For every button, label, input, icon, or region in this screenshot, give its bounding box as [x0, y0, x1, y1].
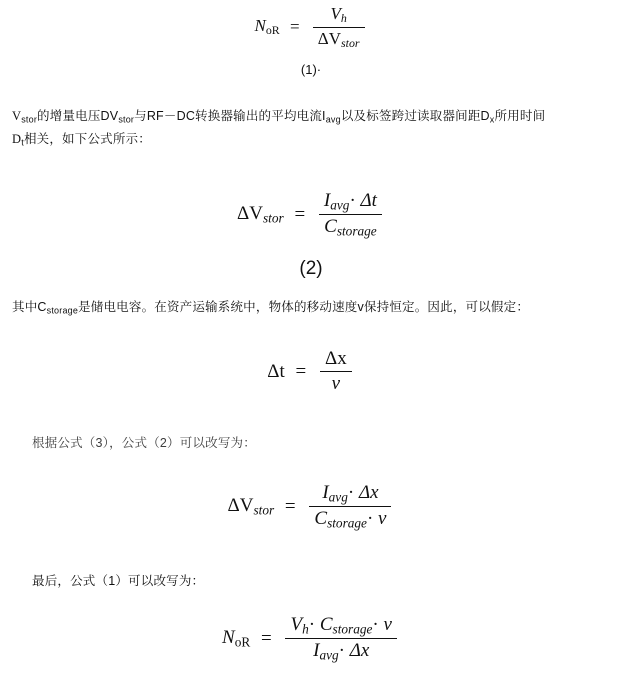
equation-4-fraction — [309, 482, 391, 532]
paragraph-2-text-b: 是储电电容。在资产运输系统中，物体的移动速度v保持恒定。因此，可以假定： — [78, 300, 530, 314]
equation-4 — [0, 482, 622, 532]
equation-1-lhs-symbol: N — [254, 16, 266, 36]
equation-2-equals: = — [294, 203, 306, 225]
paragraph-1-text-c: 以及标签跨过读取器间距D — [340, 109, 490, 123]
equation-2-denominator — [319, 215, 382, 239]
equation-2-num-i: I — [323, 190, 331, 211]
equation-5-den-i-sub: avg — [319, 647, 339, 663]
equation-4-lhs — [228, 495, 275, 518]
equation-5-den-dot: · — [338, 640, 345, 662]
paragraph-3: 根据公式（3），公式（2）可以改写为： — [32, 436, 256, 450]
equation-1-denominator — [313, 28, 365, 51]
equation-3-lhs: Δt — [267, 360, 285, 382]
equation-2-num-sub-avg: avg — [330, 197, 350, 213]
paragraph-1-sub-t: t — [21, 137, 24, 148]
equation-5-fraction — [285, 614, 396, 664]
equation-2-num-delta-t: Δt — [360, 190, 377, 211]
equation-3 — [0, 348, 622, 395]
equation-2-den-sub-storage: storage — [336, 223, 377, 239]
paragraph-1-text-a: 的增量电压DV — [37, 109, 119, 123]
equation-4-numerator — [309, 482, 391, 507]
equation-1-numerator — [313, 4, 365, 28]
equation-1-number: (1)· — [300, 62, 322, 77]
equation-4-expression — [228, 482, 395, 532]
equation-2-num-dot: · — [349, 190, 356, 211]
equation-5-denominator — [285, 639, 396, 663]
equation-5-lhs-symbol: N — [222, 627, 235, 649]
equation-5-num-v-velocity: v — [383, 614, 392, 635]
equation-4-den-v: v — [378, 508, 387, 530]
equation-2-lhs — [237, 203, 284, 226]
paragraph-1-sub-stor: stor — [21, 114, 38, 125]
equation-4-num-delta-x: Δx — [358, 482, 379, 503]
equation-2 — [0, 190, 622, 240]
equation-1-lhs-subscript: oR — [265, 23, 280, 38]
paragraph-1-text-b: 与RF－DC转换器输出的平均电流I — [134, 109, 326, 123]
equation-5-num-dot-1: · — [308, 614, 316, 635]
equation-5-equals: = — [261, 627, 272, 649]
equation-5 — [0, 614, 622, 664]
equation-5-num-c: C — [319, 614, 333, 635]
paragraph-2 — [12, 296, 612, 319]
equation-4-num-sub-avg: avg — [328, 489, 348, 505]
paragraph-2-sub-storage: storage — [46, 305, 79, 316]
equation-2-fraction — [319, 190, 382, 240]
equation-3-fraction — [320, 348, 352, 395]
equation-4-num-dot: · — [347, 482, 355, 503]
equation-1-denominator-symbol: ΔV — [317, 28, 342, 48]
equation-5-num-v-sub: h — [302, 621, 309, 637]
equation-4-den-sub-storage: storage — [327, 515, 367, 531]
equation-2-lhs-subscript: stor — [262, 210, 284, 226]
equation-3-expression — [267, 348, 354, 395]
equation-4-den-c: C — [314, 508, 328, 530]
equation-2-numerator — [319, 190, 382, 215]
paragraph-1-sub-avg: avg — [325, 114, 341, 125]
equation-4-lhs-symbol: ΔV — [227, 495, 254, 517]
paragraph-1-text-d: 所用时间 — [494, 109, 546, 123]
paragraph-1-var-dt: D — [12, 132, 22, 147]
equation-1-fraction — [313, 4, 365, 51]
equation-3-numerator: Δx — [320, 348, 352, 372]
equation-2-expression — [237, 190, 385, 240]
equation-5-numerator — [285, 614, 396, 639]
equation-4-num-i: I — [322, 482, 329, 503]
equation-1-equals: = — [289, 17, 300, 37]
equation-5-expression — [222, 614, 400, 664]
equation-4-denominator — [309, 507, 391, 531]
equation-3-denominator: v — [331, 373, 341, 394]
equation-5-den-i: I — [313, 640, 320, 662]
paragraph-1-text-e: 相关，如下公式所示： — [23, 132, 151, 147]
equation-5-num-dot-2: · — [372, 614, 379, 635]
equation-1-numerator-symbol: V — [330, 4, 341, 23]
equation-4-equals: = — [284, 495, 296, 517]
equation-5-den-delta-x: Δx — [349, 640, 370, 662]
equation-4-lhs-subscript: stor — [253, 502, 275, 518]
equation-2-number: (2) — [299, 258, 323, 279]
equation-2-lhs-symbol: ΔV — [237, 203, 263, 225]
equation-5-lhs — [222, 627, 250, 650]
paragraph-1-sub-stor-2: stor — [118, 114, 135, 125]
equation-3-equals: = — [295, 360, 307, 382]
equation-1-denominator-subscript: stor — [341, 35, 360, 50]
paragraph-1 — [12, 105, 612, 151]
equation-1-numerator-subscript: h — [340, 10, 347, 25]
equation-1-lhs — [254, 16, 279, 38]
equation-1 — [0, 4, 622, 51]
equation-5-num-c-sub: storage — [332, 621, 373, 637]
equation-2-den-c: C — [324, 216, 337, 238]
equation-1-expression — [254, 4, 367, 51]
paragraph-2-text-a: 其中C — [12, 300, 47, 314]
equation-5-num-v: V — [290, 614, 303, 635]
equation-5-lhs-subscript: oR — [234, 634, 251, 650]
paragraph-1-sub-x: x — [489, 114, 495, 125]
paragraph-4: 最后，公式（1）可以改写为： — [32, 574, 205, 588]
paragraph-1-var-vstor: V — [12, 109, 22, 123]
equation-4-den-dot: · — [366, 508, 374, 530]
